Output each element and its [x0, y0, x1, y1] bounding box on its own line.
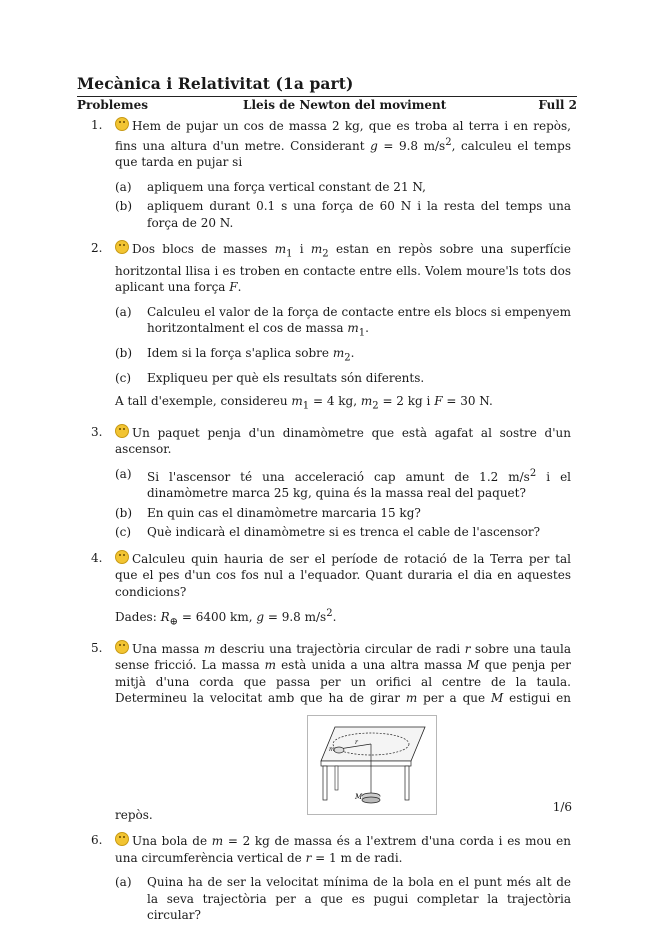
math-var: r [464, 641, 471, 656]
grinning-face-icon [115, 117, 129, 131]
table-leg [335, 766, 338, 790]
table-edge [321, 761, 411, 766]
big-mass-base [362, 797, 380, 803]
problem-2 [77, 240, 571, 415]
problem-3 [77, 424, 571, 541]
subitem-label: (c) [115, 525, 132, 540]
math-var: R [160, 610, 170, 625]
subscript: 2 [372, 400, 379, 412]
problem-text: Calculeu quin hauria de ser el període de rotació de la Terra per tal que el pes d'un cos fos nul a l'equador. Quant duraria el dia en aquestes condicions? [115, 551, 571, 599]
page-header [77, 96, 577, 113]
subitem-text: apliquem durant 0.1 s una força de 60 N i la resta del temps una força de 20 N. [147, 199, 571, 230]
subscript: 2 [322, 248, 329, 260]
subitem-text: . [350, 346, 355, 361]
math-var: m [264, 658, 277, 673]
problem-text: = 1 m de radi. [311, 850, 403, 865]
problem-text: sobre una taula sense fricció. La massa [115, 641, 572, 673]
problem-text: està unida a una altra massa [276, 658, 468, 673]
small-mass [334, 747, 344, 753]
subitem-list [115, 304, 571, 387]
blushing-face-icon [115, 832, 129, 846]
subitem-text: . [365, 321, 369, 336]
math-var: F [434, 393, 443, 408]
radius-label: r [354, 738, 358, 746]
subitem [115, 524, 571, 541]
problem-text: Dos blocs de masses [132, 242, 275, 256]
problem-number: 5. [91, 640, 103, 655]
math-var: g [256, 610, 265, 625]
superscript: 2 [445, 136, 452, 148]
extra-text: A tall d'exemple, considereu [115, 393, 292, 408]
superscript: 2 [326, 608, 333, 620]
header-right: Full 2 [538, 98, 577, 112]
subitem [115, 370, 571, 387]
table-top [321, 727, 425, 761]
problem-number: 1. [91, 118, 103, 132]
math-var: r [305, 850, 312, 865]
math-var: F [229, 280, 238, 295]
subitem [115, 198, 571, 231]
math-var: m [360, 393, 373, 408]
subitem-text: En quin cas el dinamòmetre marcaria 15 kg? [147, 505, 421, 520]
extra-text: = 4 kg, [309, 393, 361, 408]
blushing-face-icon [115, 640, 129, 654]
subitem-text: Si l'ascensor té una acceleració cap amunt de 1.2 m/s [147, 469, 530, 484]
problem-5 [77, 640, 571, 824]
subitem-label: (a) [115, 304, 132, 319]
problem-number: 2. [91, 241, 103, 255]
grinning-face-icon [115, 424, 129, 438]
extra-text: = 2 kg i [378, 393, 435, 408]
extra-text: = 6400 km, [178, 610, 257, 625]
subitem-text: Calculeu el valor de la força de contacte entre els blocs si empenyem horitzontalment el cos de massa [147, 304, 571, 336]
subitem-label: (b) [115, 346, 133, 361]
small-mass-label: m [328, 745, 335, 753]
problem-text: Hem de pujar un cos de massa 2 kg, que es troba al terra i en repòs, fins una altura d'un metre. Considerant [115, 119, 571, 153]
problem-text: descriu una trajectòria circular de radi [215, 641, 465, 656]
subitem-label: (a) [115, 466, 132, 481]
subitem-list [115, 466, 571, 541]
math-var: m [332, 346, 345, 361]
problem-4 [77, 550, 571, 631]
subitem-list [115, 179, 571, 232]
math-var: M [467, 658, 480, 673]
math-var: m [274, 242, 287, 256]
problem-list [77, 117, 571, 933]
big-mass-label: M [354, 792, 362, 801]
problem-text: estan en repòs sobre una superfície horitzontal llisa i es troben en contacte entre ells. Volem moure'ls tots dos aplicant una força [115, 242, 571, 295]
smiling-face-icon [115, 550, 129, 564]
subscript: 1 [286, 248, 293, 260]
table-leg [323, 766, 327, 800]
subitem [115, 466, 571, 502]
math-var: m [405, 691, 418, 706]
problem-text: = 9.8 m/s [377, 138, 446, 153]
problem-text: que penja per mitjà d'una corda que passa per un orifici al centre de la taula. Determineu la velocitat amb que ha de girar [115, 658, 571, 706]
subscript: 2 [344, 352, 351, 364]
subitem-label: (b) [115, 199, 133, 213]
subitem-text: i el dinamòmetre marca 25 kg, quina és la massa real del paquet? [147, 469, 572, 501]
subitem-text: apliquem una força vertical constant de 21 N, [147, 179, 426, 194]
problem-number: 3. [91, 424, 103, 439]
header-left: Problemes [77, 98, 149, 112]
math-var: m [347, 321, 359, 336]
subitem [115, 345, 571, 367]
problem-text: . [237, 280, 242, 295]
math-var: m [203, 641, 216, 656]
smiling-face-icon [115, 240, 129, 254]
subitem [115, 304, 571, 342]
example-values [115, 393, 571, 415]
problem-number: 6. [91, 833, 103, 848]
subitem [115, 179, 571, 196]
problem-text: estigui en repòs. [115, 691, 571, 822]
document-title: Mecànica i Relativitat (1a part) [77, 74, 354, 93]
table-figure [307, 715, 437, 815]
math-var: m [291, 393, 303, 408]
problem-6 [77, 832, 571, 924]
problem-text: Un paquet penja d'un dinamòmetre que està agafat al sostre d'un ascensor. [115, 425, 571, 457]
math-var: m [211, 834, 224, 849]
extra-text: = 30 N. [442, 393, 493, 408]
problem-text: = 2 kg de massa és a l'extrem d'una corda i es mou en una circumferència vertical de [115, 834, 571, 865]
extra-text: . [332, 610, 337, 625]
subitem-list [115, 874, 571, 924]
subitem [115, 505, 571, 522]
problem-text: , calculeu el temps que tarda en pujar si [115, 138, 571, 169]
subitem-text: Expliqueu per què els resultats són diferents. [147, 371, 425, 386]
subitem-label: (b) [115, 505, 133, 520]
problem-text: i [292, 242, 311, 256]
subitem-label: (c) [115, 371, 132, 386]
problem-1 [77, 117, 571, 231]
subscript: 1 [302, 400, 310, 412]
math-var: m [310, 242, 323, 256]
subitem-label: (a) [115, 179, 132, 194]
subscript: 1 [358, 327, 366, 339]
extra-text: = 9.8 m/s [264, 610, 327, 625]
subitem [115, 874, 571, 924]
subitem-text: Idem si la força s'aplica sobre [147, 346, 333, 361]
problem-text: per a que [417, 691, 491, 706]
subitem-text: Quina ha de ser la velocitat mínima de la bola en el punt més alt de la seva trajectòria per a que es pugui completar la trajectòria circular? [147, 875, 571, 923]
subitem-text: Què indicarà el dinamòmetre si es trenca el cable de l'ascensor? [147, 525, 541, 540]
problem-text: Una bola de [132, 834, 212, 849]
math-var: g [370, 138, 378, 153]
subscript: ⊕ [169, 616, 179, 628]
given-data [115, 606, 571, 631]
extra-text: Dades: [115, 610, 161, 625]
problem-text: Una massa [132, 641, 204, 656]
math-var: M [490, 691, 504, 706]
header-center: Lleis de Newton del moviment [243, 98, 447, 112]
superscript: 2 [529, 467, 537, 479]
page-number: 1/6 [552, 800, 572, 814]
table-leg [405, 766, 409, 800]
problem-number: 4. [91, 550, 103, 565]
subitem-label: (a) [115, 875, 132, 890]
